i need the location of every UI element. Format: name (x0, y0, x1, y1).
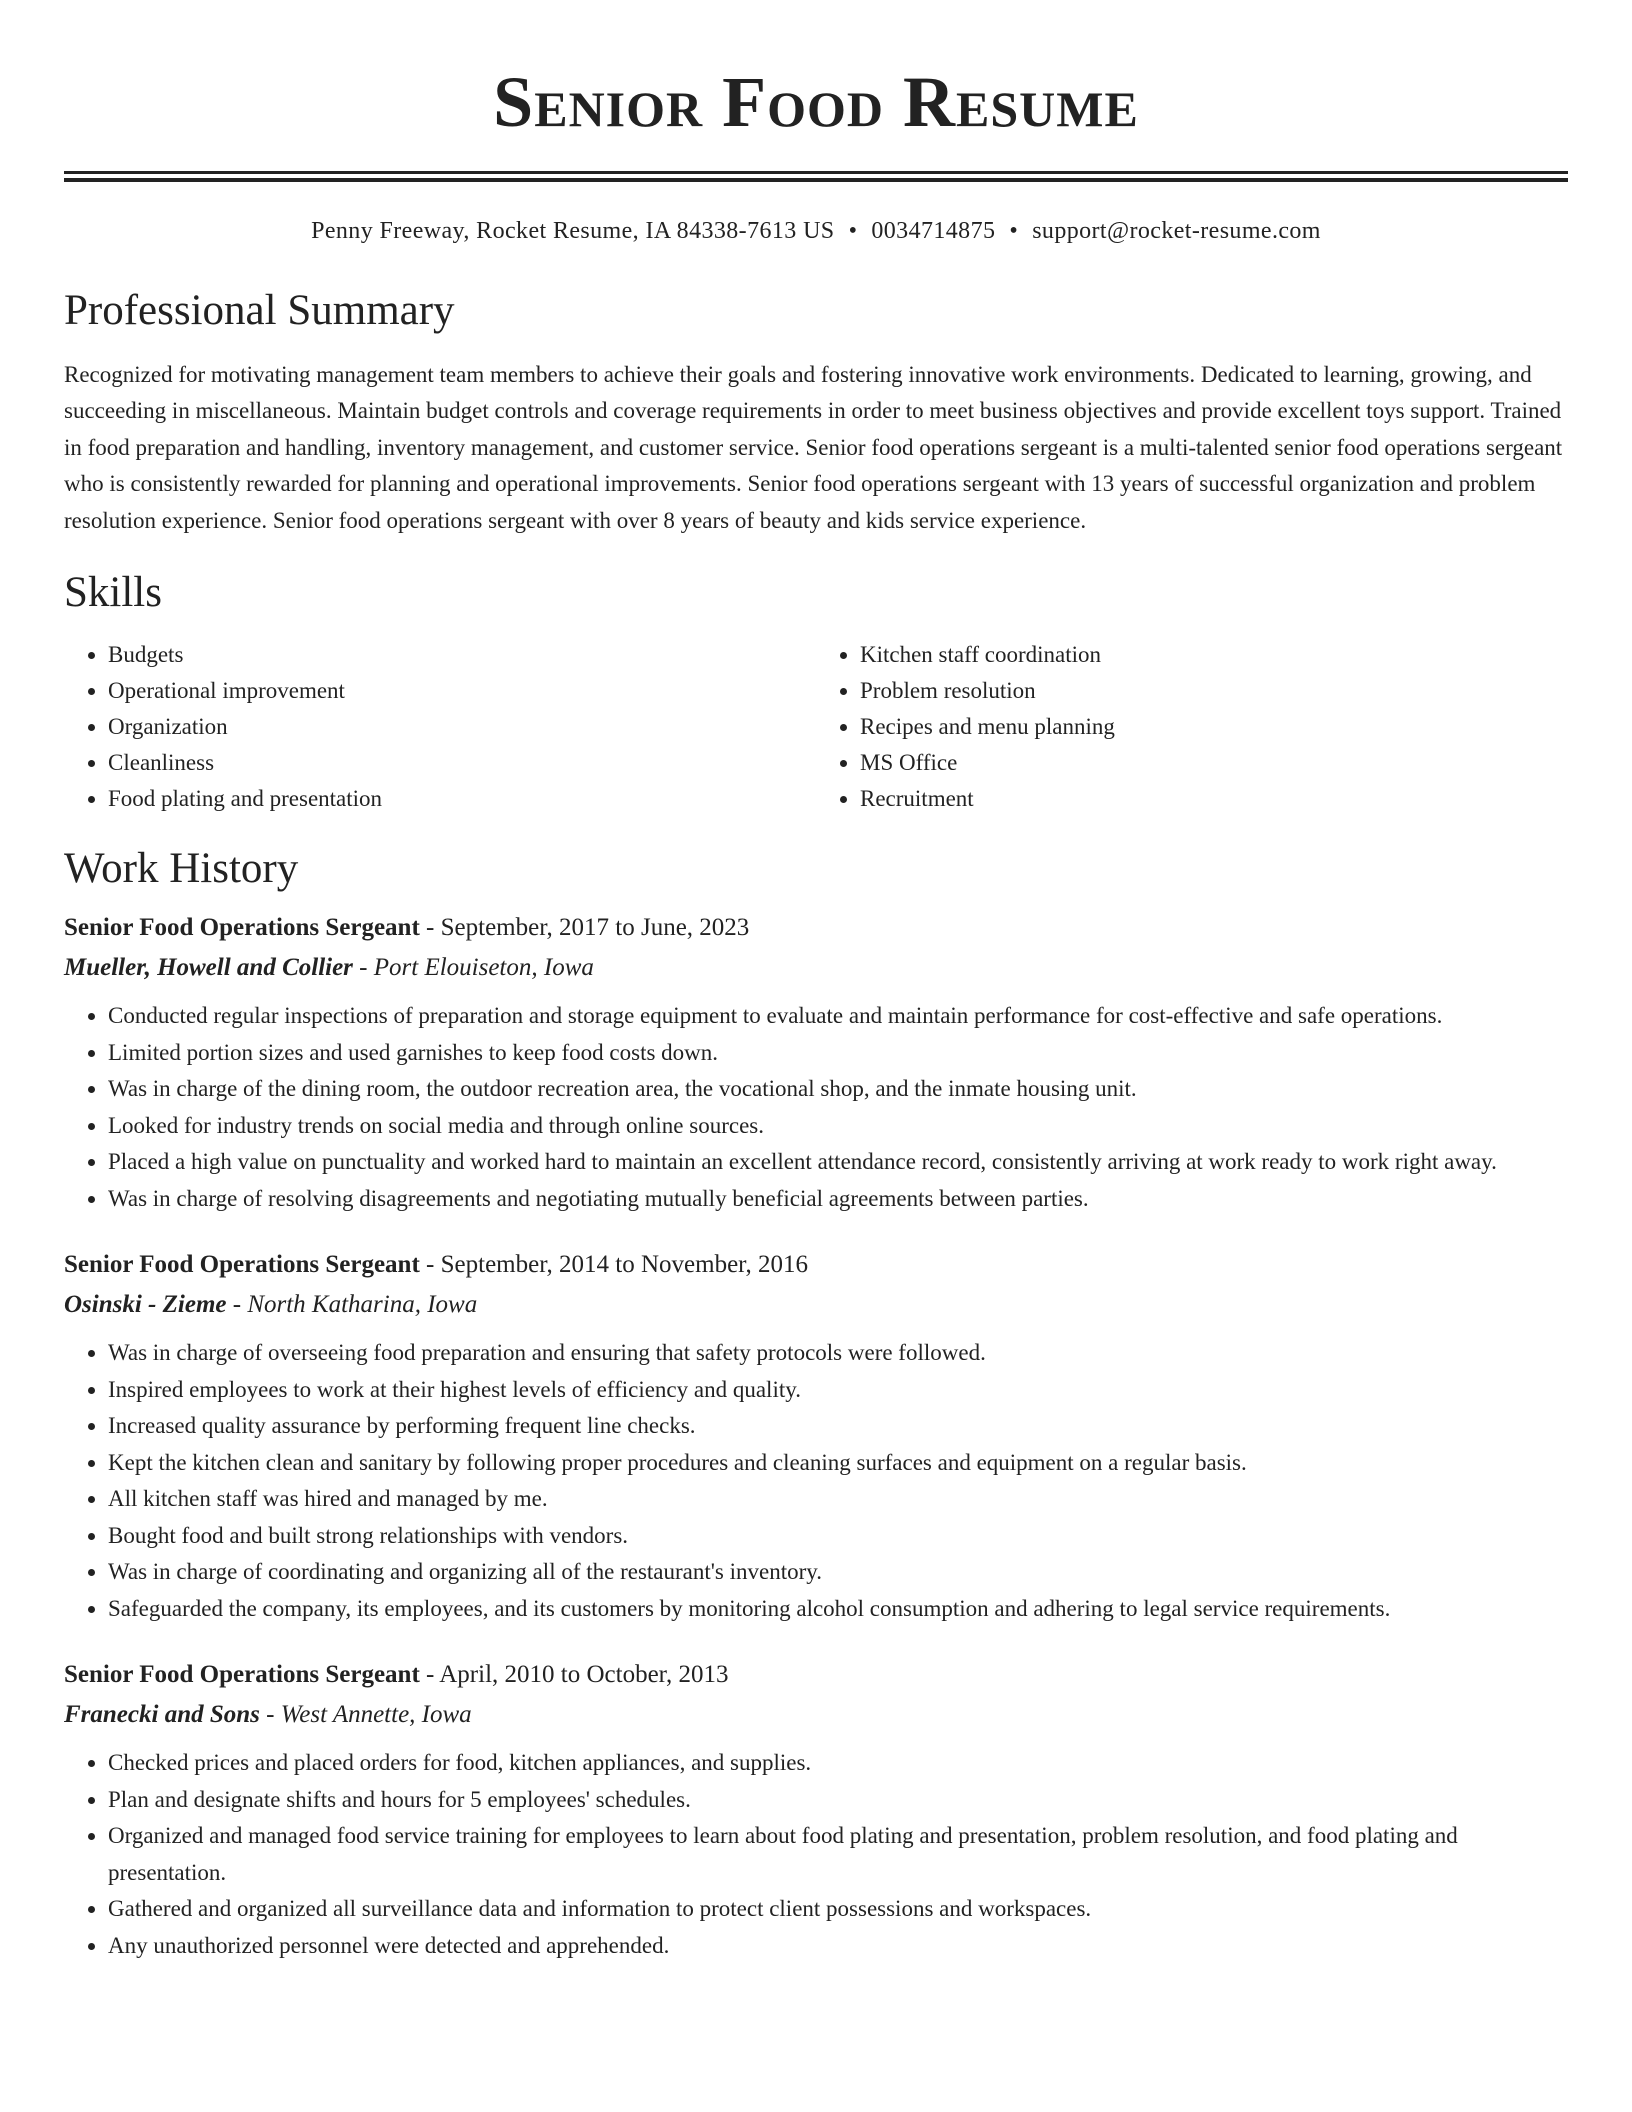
job-entry (64, 1245, 1568, 1627)
skill-item: • MS Office (860, 745, 1568, 781)
duty-item: • Bought food and built strong relationships with vendors. (108, 1518, 1568, 1555)
duty-item: • Was in charge of overseeing food preparation and ensuring that safety protocols were followed. (108, 1335, 1568, 1372)
duty-item: • Placed a high value on punctuality and worked hard to maintain an excellent attendance record, consistently arriving at work ready to work right away. (108, 1144, 1568, 1181)
skills-columns (64, 637, 1568, 817)
job-dates: September, 2014 to November, 2016 (440, 1251, 808, 1279)
job-company: Osinski - Zieme (64, 1291, 227, 1319)
job-dash: - (419, 1251, 441, 1279)
skill-item: • Recruitment (860, 781, 1568, 817)
skill-item: • Kitchen staff coordination (860, 637, 1568, 673)
duty-item: • Looked for industry trends on social media and through online sources. (108, 1108, 1568, 1145)
contact-email[interactable]: support@rocket-resume.com (1032, 218, 1321, 244)
job-header (64, 1655, 1568, 1695)
skill-item: • Problem resolution (860, 673, 1568, 709)
skill-item: • Recipes and menu planning (860, 709, 1568, 745)
skill-item: • Organization (108, 709, 816, 745)
duty-item: • Increased quality assurance by performing frequent line checks. (108, 1408, 1568, 1445)
job-duties (64, 1335, 1568, 1627)
job-duties (64, 998, 1568, 1217)
job-role: Senior Food Operations Sergeant (64, 1661, 420, 1689)
job-location: Port Elouiseton, Iowa (373, 954, 594, 982)
duty-item: • Gathered and organized all surveillance data and information to protect client possessions and workspaces. (108, 1891, 1568, 1928)
job-employer-line (64, 1695, 1568, 1735)
job-dates: April, 2010 to October, 2013 (439, 1661, 729, 1689)
duty-item: • Plan and designate shifts and hours for 5 employees' schedules. (108, 1782, 1568, 1819)
duty-item: • Organized and managed food service training for employees to learn about food plating and presentation, problem resolution, and food plating and presentation. (108, 1818, 1568, 1891)
duty-item: • Checked prices and placed orders for food, kitchen appliances, and supplies. (108, 1745, 1568, 1782)
title-divider (64, 171, 1568, 182)
job-dash: - (259, 1701, 281, 1729)
duty-item: • All kitchen staff was hired and managed by me. (108, 1481, 1568, 1518)
job-location: North Katharina, Iowa (247, 1291, 478, 1319)
duty-item: • Safeguarded the company, its employees, and its customers by monitoring alcohol consumption and adhering to legal service requirements. (108, 1591, 1568, 1628)
job-company: Mueller, Howell and Collier (64, 954, 353, 982)
skills-list-left (64, 637, 816, 817)
job-dash: - (226, 1291, 248, 1319)
job-dash: - (419, 914, 441, 942)
skill-item: • Cleanliness (108, 745, 816, 781)
job-role: Senior Food Operations Sergeant (64, 1251, 420, 1279)
job-dash: - (352, 954, 374, 982)
duty-item: • Any unauthorized personnel were detected and apprehended. (108, 1928, 1568, 1965)
contact-separator: • (848, 218, 858, 244)
duty-item: • Was in charge of coordinating and organizing all of the restaurant's inventory. (108, 1554, 1568, 1591)
skills-heading: Skills (64, 569, 162, 617)
job-entry (64, 1655, 1568, 1964)
summary-text: Recognized for motivating management team members to achieve their goals and fostering innovative work environments. Dedicated to learning, growing, and succeeding in miscellaneous. Maintain budget controls and coverage requirements in order to meet business objectives and provide excellent toys support. Trained in food preparation and handling, inventory management, and customer service. Senior food operations sergeant is a multi-talented senior food operations sergeant who is consistently rewarded for planning and operational improvements. Senior food operations sergeant with 13 years of successful organization and problem resolution experience. Senior food operations sergeant with over 8 years of beauty and kids service experience. (64, 361, 1563, 533)
summary-heading: Professional Summary (64, 287, 455, 334)
job-header (64, 1245, 1568, 1285)
job-duties (64, 1745, 1568, 1964)
contact-phone: 0034714875 (871, 218, 996, 244)
job-header (64, 908, 1568, 948)
job-employer-line (64, 948, 1568, 988)
job-role: Senior Food Operations Sergeant (64, 914, 420, 942)
duty-item: • Kept the kitchen clean and sanitary by following proper procedures and cleaning surfaces and equipment on a regular basis. (108, 1445, 1568, 1482)
job-company: Franecki and Sons (64, 1701, 260, 1729)
duty-item: • Limited portion sizes and used garnishes to keep food costs down. (108, 1035, 1568, 1072)
resume-title: Senior Food Resume (493, 62, 1139, 142)
duty-item: • Inspired employees to work at their highest levels of efficiency and quality. (108, 1372, 1568, 1409)
contact-line (64, 218, 1568, 245)
contact-address: Penny Freeway, Rocket Resume, IA 84338-7613 US (311, 218, 835, 244)
skill-item: • Food plating and presentation (108, 781, 816, 817)
job-location: West Annette, Iowa (280, 1701, 472, 1729)
skills-list-right (816, 637, 1568, 817)
job-entry (64, 908, 1568, 1217)
skill-item: • Budgets (108, 637, 816, 673)
duty-item: • Conducted regular inspections of preparation and storage equipment to evaluate and maintain performance for cost-effective and safe operations. (108, 998, 1568, 1035)
skill-item: • Operational improvement (108, 673, 816, 709)
job-dash: - (419, 1661, 440, 1689)
duty-item: • Was in charge of resolving disagreements and negotiating mutually beneficial agreements between parties. (108, 1181, 1568, 1218)
job-employer-line (64, 1285, 1568, 1325)
contact-separator: • (1009, 218, 1019, 244)
job-dates: September, 2017 to June, 2023 (440, 914, 750, 942)
duty-item: • Was in charge of the dining room, the outdoor recreation area, the vocational shop, and the inmate housing unit. (108, 1071, 1568, 1108)
work-history-heading: Work History (64, 844, 299, 892)
